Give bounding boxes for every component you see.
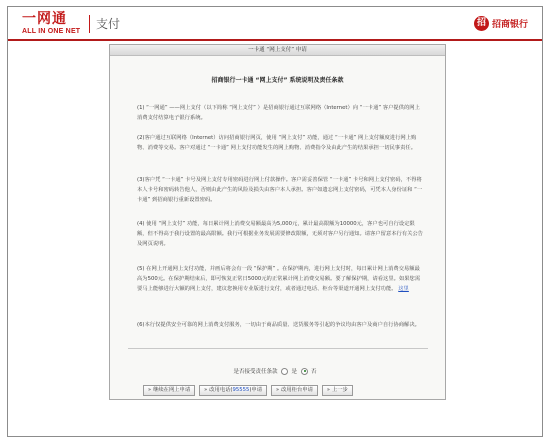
- phone-apply-label-pre: 改用电话(: [209, 387, 233, 393]
- terms-paragraph-5-text: (5) 在网上开通网上支付功能，并画后将会有一段 “保护期” 。在保护期内，进行网上支付时，每日累计网上消费交易额最高为500元。在保护期结束后，即可恢复正常日5000元的正常累计网上消费交易额。要了解保护期，请看这里。如果您需要马上能够进行大额的网上支付，建议您换用专业版进行支付，或者通过电话、柜台等渠道开通网上支付功能。: [137, 266, 421, 292]
- action-buttons: [143, 385, 353, 396]
- bank-name: 招商银行: [491, 20, 528, 30]
- previous-step-label: 上一步: [331, 387, 348, 393]
- application-panel: [109, 44, 446, 400]
- accept-terms-label: 是否接受责任条款: [233, 369, 278, 375]
- phone-number: 95555: [232, 387, 250, 393]
- protection-period-link[interactable]: 这里: [398, 286, 409, 292]
- document-title: 招商银行一卡通 “网上支付” 系统说明及责任条款: [211, 77, 344, 84]
- phone-apply-label-post: )申请: [249, 387, 263, 393]
- continue-online-button[interactable]: [143, 385, 195, 396]
- counter-apply-label: 改用柜台申请: [281, 387, 313, 393]
- bank-mark-icon: 招: [474, 16, 489, 31]
- previous-step-button[interactable]: [322, 385, 353, 396]
- continue-online-label: 继续在网上申请: [153, 387, 191, 393]
- terms-paragraph-3: (3)客户凭 “一卡通” 卡号及网上支付专用密码进行网上付款操作。客户需妥善保管 “一卡通” 卡号和网上支付密码，不得将本人卡号和密码转告他人，否则由此产生的风险及损失由客户本人承担。客户如遗忘网上支付密码，可凭本人身份证和 “一卡通” 到招商银行重新设置密码。: [137, 177, 423, 203]
- logo-divider: [89, 15, 90, 33]
- logo-subtitle: 支付: [96, 17, 121, 31]
- double-arrow-icon: »: [326, 387, 330, 393]
- terms-paragraph-6: (6)本行仅提供安全可靠的网上消费支付服务，一切由于商品质量、送货服务等引起的争议均由客户及商户自行协商解决。: [137, 322, 420, 328]
- phone-apply-button[interactable]: [199, 385, 267, 396]
- double-arrow-icon: »: [276, 387, 280, 393]
- header: [8, 7, 542, 41]
- accept-yes-radio[interactable]: [281, 368, 288, 375]
- site-logo[interactable]: [22, 11, 84, 36]
- terms-paragraph-1: (1) “一网通” ——网上支付（以下简称 “网上支付” ）是招商银行通过互联网络（Internet）向 “一卡通” 客户提供的网上消费支付结算电子银行系统。: [137, 105, 420, 121]
- double-arrow-icon: »: [204, 387, 208, 393]
- accept-no-label: 否: [311, 369, 317, 375]
- terms-paragraph-2: (2)客户通过互联网络（Internet）访问招商银行网页，使用 “网上支付” 功能，通过 “一卡通” 网上支付额度进行网上购物、消费等交易。客户对通过 “一卡通” 网上支付功能发生的网上购物、消费指令及由此产生的结果承担一切民事责任。: [137, 135, 417, 151]
- bank-logo[interactable]: [474, 16, 528, 31]
- logo-en-text: ALL IN ONE NET: [22, 28, 81, 35]
- terms-paragraph-5: [137, 264, 424, 294]
- panel-title-bar: 一卡通 “网上支付” 申请: [110, 45, 445, 56]
- accept-terms-row: [0, 367, 550, 375]
- counter-apply-button[interactable]: [271, 385, 318, 396]
- terms-paragraph-4: (4) 使用 “网上支付” 功能，每日累计网上消费交易额最高为5,000元，累计最高限额为10000元，客户也可自行设定限额，但不得高于我行设置的最高限额。我行可根据业务发展需要修改限额，无须对客户另行通知。请客户留意本行有关公告及网页说明。: [137, 221, 424, 247]
- accept-yes-label: 是: [291, 369, 297, 375]
- accept-no-radio[interactable]: [301, 368, 308, 375]
- logo-cn-text: 一网通: [22, 11, 67, 27]
- double-arrow-icon: »: [148, 387, 152, 393]
- divider: [128, 348, 428, 349]
